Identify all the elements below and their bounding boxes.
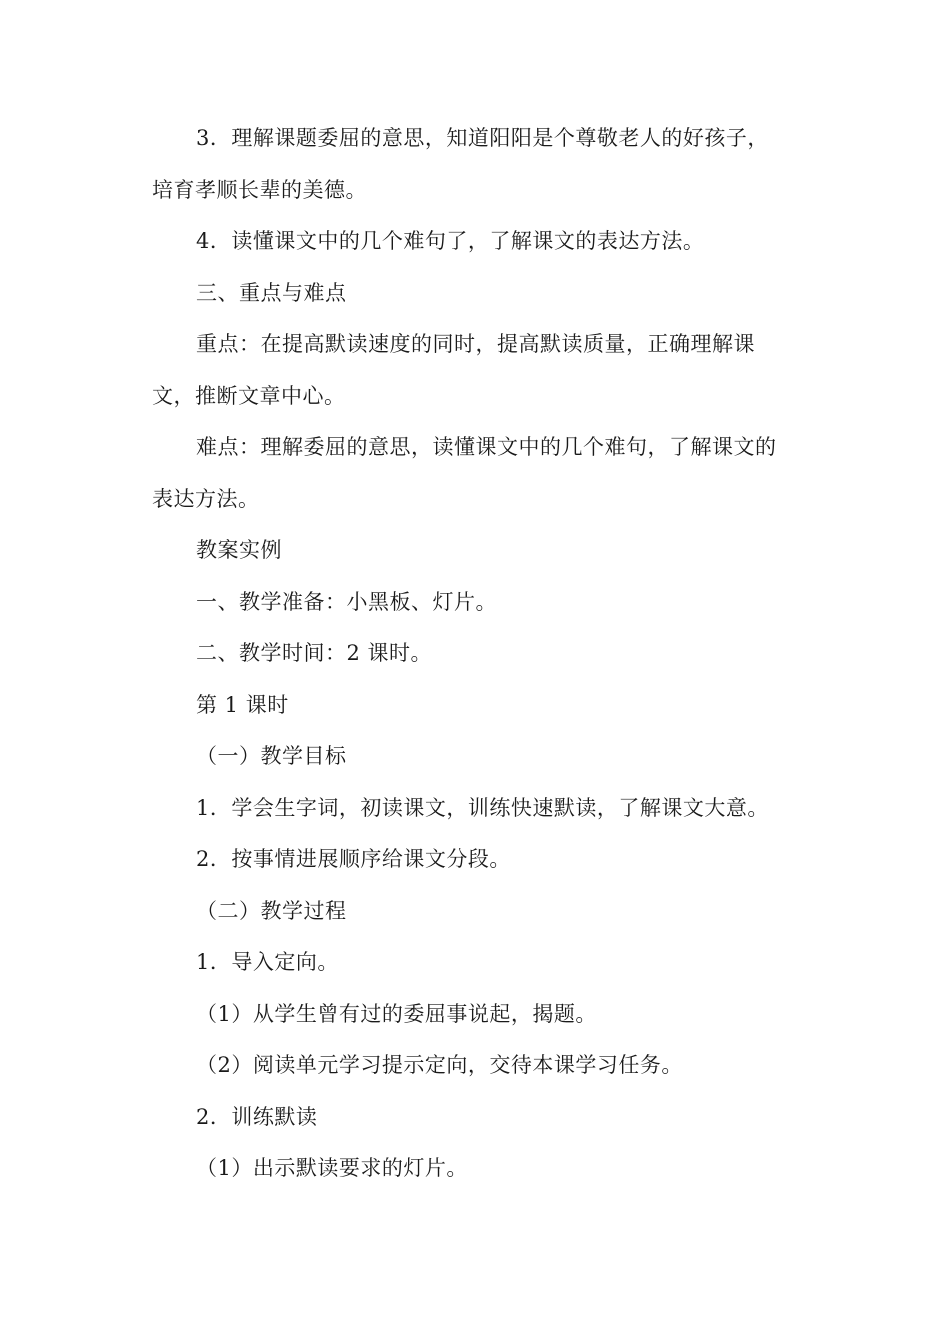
list-item: 1．导入定向。 <box>196 950 339 974</box>
paragraph-line: 3．理解课题委屈的意思，知道阳阳是个尊敬老人的好孩子， <box>196 126 769 150</box>
paragraph-line: 文，推断文章中心。 <box>152 384 346 408</box>
paragraph-line: 难点：理解委屈的意思，读懂课文中的几个难句，了解课文的 <box>196 435 777 459</box>
section-heading: 教案实例 <box>196 538 282 562</box>
paragraph-line: 4．读懂课文中的几个难句了，了解课文的表达方法。 <box>196 229 705 253</box>
paragraph-line: 培育孝顺长辈的美德。 <box>152 178 367 202</box>
paragraph-line: 二、教学时间：2 课时。 <box>196 641 433 665</box>
list-item: 1．学会生字词，初读课文，训练快速默读，了解课文大意。 <box>196 796 769 820</box>
list-item: （1）出示默读要求的灯片。 <box>196 1156 468 1180</box>
list-item: 2．训练默读 <box>196 1105 318 1129</box>
list-item: （1）从学生曾有过的委屈事说起，揭题。 <box>196 1002 597 1026</box>
paragraph-line: 重点：在提高默读速度的同时，提高默读质量，正确理解课 <box>196 332 755 356</box>
list-item: （2）阅读单元学习提示定向，交待本课学习任务。 <box>196 1053 683 1077</box>
section-heading: （二）教学过程 <box>196 899 347 923</box>
section-heading: （一）教学目标 <box>196 744 347 768</box>
list-item: 2．按事情进展顺序给课文分段。 <box>196 847 511 871</box>
section-heading: 第 1 课时 <box>196 693 289 717</box>
paragraph-line: 表达方法。 <box>152 487 260 511</box>
paragraph-line: 一、教学准备：小黑板、灯片。 <box>196 590 497 614</box>
section-heading: 三、重点与难点 <box>196 281 347 305</box>
